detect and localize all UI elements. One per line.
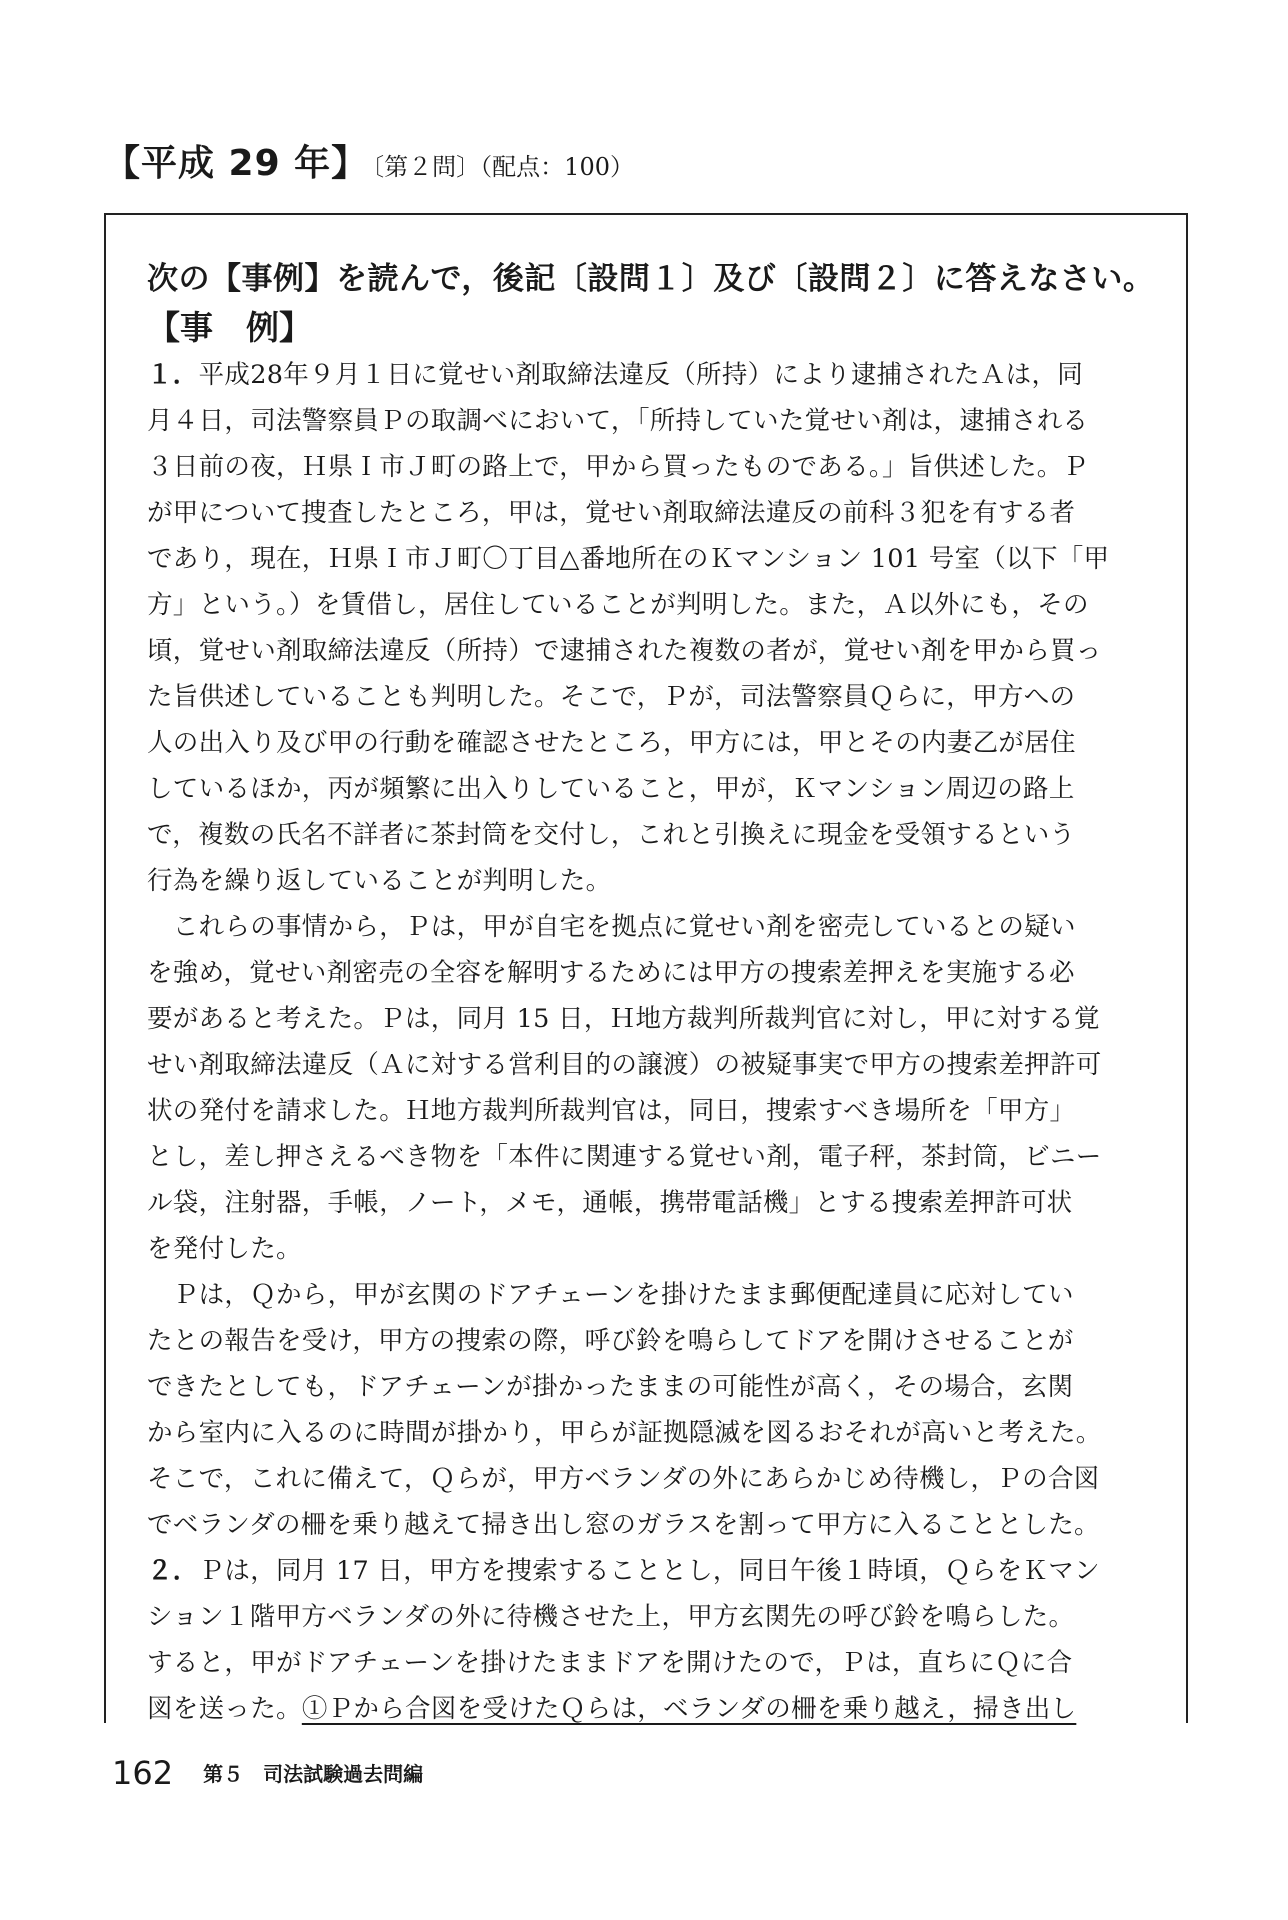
line-text: 平成28年９月１日に覚せい剤取締法違反（所持）により逮捕されたＡは，同 [198,360,1084,390]
line-text: ション１階甲方ベランダの外に待機させた上，甲方玄関先の呼び鈴を鳴らした。 [147,1602,1075,1632]
line-text: たとの報告を受け，甲方の捜索の際，呼び鈴を鳴らしてドアを開けさせることが [147,1326,1074,1356]
case-text-line [147,490,1075,536]
case-text-line [147,766,1075,812]
underlined-passage: ①Ｐから合図を受けたＱらは，ベランダの柵を乗り越え，掃き出し [301,1694,1077,1724]
line-text: 月４日，司法警察員Ｐの取調べにおいて，「所持していた覚せい剤は，逮捕される [147,406,1089,436]
line-text: 方」という。）を賃借し，居住していることが判明した。また，Ａ以外にも，その [147,590,1089,620]
line-text: これらの事情から，Ｐは，甲が自宅を拠点に覚せい剤を密売しているとの疑い [147,912,1076,942]
line-text: せい剤取締法違反（Ａに対する営利目的の譲渡）の被疑事実で甲方の捜索差押許可 [147,1050,1102,1080]
case-text-line [147,720,1076,766]
case-text-line [147,1456,1100,1502]
problem-heading [104,142,634,192]
case-text-line [147,1272,1074,1318]
case-text-line [147,1548,1100,1594]
case-text-line [147,1640,1073,1686]
case-text-line [147,1594,1074,1640]
case-text-line [147,1134,1102,1180]
line-text: であり，現在，Ｈ県Ｉ市Ｊ町〇丁目△番地所在のＫマンション 101 号室（以下「甲 [147,544,1110,574]
case-text-line [147,444,1088,490]
line-text: を発付した。 [147,1234,302,1264]
case-text-line [147,1686,1076,1732]
line-text: 行為を繰り返していることが判明した。 [147,866,612,896]
line-text: そこで，これに備えて，Ｑらが，甲方ベランダの外にあらかじめ待機し，Ｐの合図 [147,1464,1100,1494]
case-text-line [147,1502,1100,1548]
case-text-line [147,950,1075,996]
paragraph-number: ２． [147,1556,199,1586]
line-text: 状の発付を請求した。Ｈ地方裁判所裁判官は，同日，捜索すべき場所を「甲方」 [147,1096,1076,1126]
case-text-line [147,582,1089,628]
chapter-title: 第５ 司法試験過去問編 [203,1762,424,1786]
page-number: 162 [112,1754,174,1792]
case-text-line [147,1226,302,1272]
line-text: できたとしても，ドアチェーンが掛かったままの可能性が高く，その場合，玄関 [147,1372,1074,1402]
case-text-line [147,674,1075,720]
line-text: 要があると考えた。Ｐは，同月 15 日，Ｈ地方裁判所裁判官に対し，甲に対する覚 [147,1004,1100,1034]
line-text: Ｐは，Ｑから，甲が玄関のドアチェーンを掛けたまま郵便配達員に応対してい [147,1280,1074,1310]
problem-number-score: 〔第２問〕（配点：100） [372,153,634,181]
line-text: 頃，覚せい剤取締法違反（所持）で逮捕された複数の者が，覚せい剤を甲から買っ [147,636,1102,666]
case-text-line [147,1364,1073,1410]
case-text-line [147,1410,1102,1456]
case-text-line [147,1180,1073,1226]
line-text: すると，甲がドアチェーンを掛けたままドアを開けたので，Ｐは，直ちにＱに合 [147,1648,1073,1678]
line-text: Ｐは，同月 17 日，甲方を捜索することとし，同日午後１時頃，ＱらをＫマン [198,1556,1100,1586]
line-text: ル袋，注射器，手帳，ノート，メモ，通帳，携帯電話機」とする捜索差押許可状 [147,1188,1073,1218]
paragraph-number: １． [147,360,199,390]
problem-year: 【平成 29 年】 [104,143,369,184]
case-text-line [147,812,1075,858]
case-text-line [147,1318,1074,1364]
line-text: で，複数の氏名不詳者に茶封筒を交付し，これと引換えに現金を受領するという [147,820,1076,850]
case-text-line [147,996,1100,1042]
line-text: が甲について捜査したところ，甲は，覚せい剤取締法違反の前科３犯を有する者 [147,498,1076,528]
line-text: 人の出入り及び甲の行動を確認させたところ，甲方には，甲とその内妻乙が居住 [147,728,1076,758]
case-text-line [147,1088,1075,1134]
line-text: を強め，覚せい剤密売の全容を解明するためには甲方の捜索差押えを実施する必 [147,958,1075,988]
line-text: しているほか，丙が頻繁に出入りしていること，甲が，Ｋマンション周辺の路上 [147,774,1075,804]
line-text: た旨供述していることも判明した。そこで，Ｐが，司法警察員Ｑらに，甲方への [147,682,1076,712]
line-text: から室内に入るのに時間が掛かり，甲らが証拠隠滅を図るおそれが高いと考えた。 [147,1418,1102,1448]
case-text-line [147,858,611,904]
case-text-line [147,904,1076,950]
case-text-line [147,1042,1102,1088]
page-footer [112,1753,423,1799]
case-text-line [147,398,1088,444]
line-text: でベランダの柵を乗り越えて掃き出し窓のガラスを割って甲方に入ることとした。 [147,1510,1100,1540]
line-text: 図を送った。 [147,1694,302,1724]
case-text-line [147,352,1083,398]
line-text: ３日前の夜，Ｈ県Ｉ市Ｊ町の路上で，甲から買ったものである。」旨供述した。Ｐ [147,452,1089,482]
instruction-text: 次の【事例】を読んで，後記〔設問１〕及び〔設問２〕に答えなさい。 [147,261,1155,297]
case-text-line [147,628,1102,674]
case-text-line [147,536,1109,582]
case-title: 【事 例】 [147,308,312,347]
line-text: とし，差し押さえるべき物を「本件に関連する覚せい剤，電子秤，茶封筒，ビニー [147,1142,1102,1172]
